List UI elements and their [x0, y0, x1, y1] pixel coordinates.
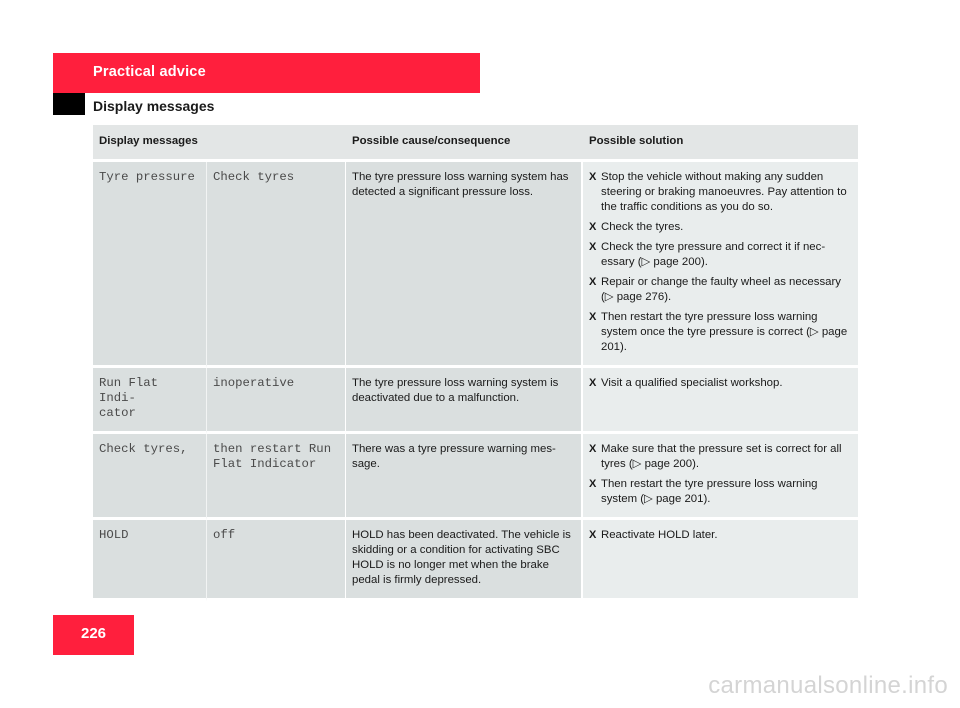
- column-header-cause: Possible cause/consequence: [346, 125, 583, 162]
- step-marker-icon: X: [589, 311, 597, 323]
- table-row: [93, 162, 858, 368]
- cause-cell: HOLD has been deactivated. The vehicle is skidding or a condition for activating SBC HOLD is no longer met when the brake pedal is firmly depressed.: [346, 520, 583, 601]
- step-marker-icon: X: [589, 276, 597, 288]
- solution-step: X Stop the vehicle without making any sudden steering or braking manoeuvres. Pay attention to the traffic conditions as you do so.: [589, 171, 847, 213]
- step-marker-icon: X: [589, 241, 597, 253]
- table-row: [93, 368, 858, 434]
- step-marker-icon: X: [589, 377, 597, 389]
- step-marker-icon: X: [589, 443, 597, 455]
- page-number-box: [53, 615, 134, 655]
- display-message-part1: Run Flat Indi- cator: [93, 368, 207, 434]
- solution-step: X Check the tyre pressure and correct it if nec-essary (▷ page 200).: [589, 241, 826, 268]
- solution-cell: [583, 368, 858, 434]
- section-title: Practical advice: [93, 64, 206, 80]
- solution-step: X Make sure that the pressure set is correct for all tyres (▷ page 200).: [589, 443, 842, 470]
- solution-step: X Then restart the tyre pressure loss warning system (▷ page 201).: [589, 478, 818, 505]
- subsection-title: Display messages: [93, 98, 215, 114]
- solution-cell: [583, 162, 858, 368]
- column-header-display-messages: Display messages: [93, 125, 346, 162]
- solution-step: X Reactivate HOLD later.: [589, 529, 718, 541]
- watermark: carmanualsonline.info: [708, 672, 948, 699]
- display-message-part1: Check tyres,: [93, 434, 207, 520]
- display-message-part2: inoperative: [207, 368, 346, 434]
- table-row: [93, 434, 858, 520]
- solution-step: X Repair or change the faulty wheel as necessary (▷ page 276).: [589, 276, 841, 303]
- step-marker-icon: X: [589, 221, 597, 233]
- cause-cell: The tyre pressure loss warning system has detected a significant pressure loss.: [346, 162, 583, 368]
- solution-step: X Then restart the tyre pressure loss warning system once the tyre pressure is correct (▷ page 201).: [589, 311, 848, 353]
- cause-cell: The tyre pressure loss warning system is deactivated due to a malfunction.: [346, 368, 583, 434]
- solution-step: X Check the tyres.: [589, 221, 684, 233]
- table-row: [93, 520, 858, 601]
- display-message-part2: off: [207, 520, 346, 601]
- solution-cell: [583, 520, 858, 601]
- page-number: 226: [80, 625, 107, 642]
- step-marker-icon: X: [589, 478, 597, 490]
- table-header-row: [93, 125, 858, 162]
- display-message-part1: HOLD: [93, 520, 207, 601]
- step-marker-icon: X: [589, 529, 597, 541]
- solution-cell: [583, 434, 858, 520]
- solution-step: X Visit a qualified specialist workshop.: [589, 377, 783, 389]
- display-message-part1: Tyre pressure: [93, 162, 207, 368]
- cause-cell: There was a tyre pressure warning mes-sage.: [346, 434, 583, 520]
- column-header-solution: Possible solution: [583, 125, 858, 162]
- display-message-part2: then restart Run Flat Indicator: [207, 434, 346, 520]
- section-marker: [53, 93, 85, 115]
- display-messages-table: [93, 125, 858, 601]
- display-message-part2: Check tyres: [207, 162, 346, 368]
- step-marker-icon: X: [589, 171, 597, 183]
